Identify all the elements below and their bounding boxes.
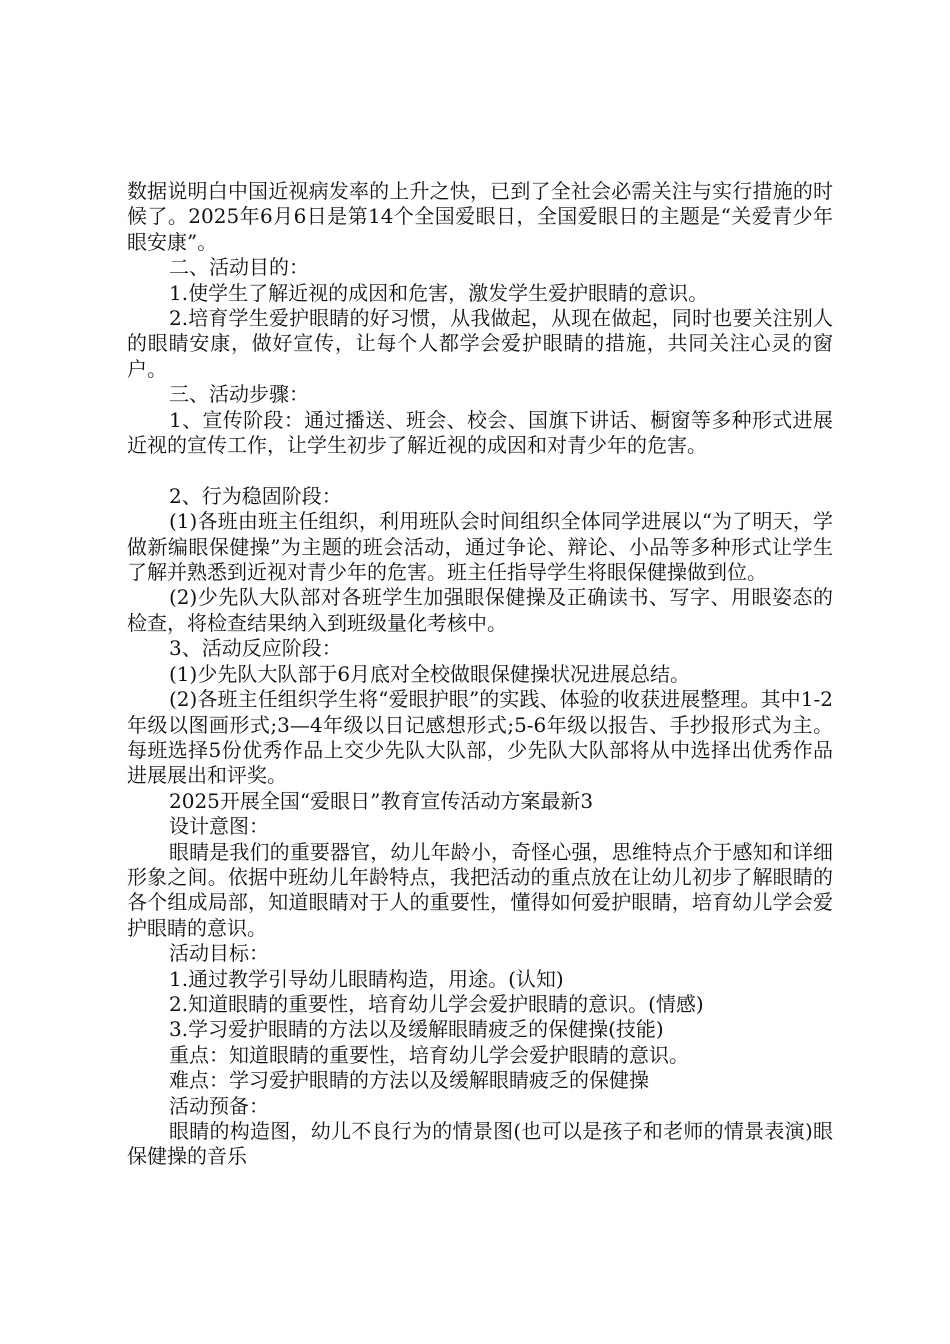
- paragraph-step-1: 1、宣传阶段：通过播送、班会、校会、国旗下讲话、橱窗等多种形式进展近视的宣传工作，让学生初步了解近视的成因和对青少年的危害。: [127, 407, 833, 458]
- paragraph-difficulty: 难点：学习爱护眼睛的方法以及缓解眼睛疲乏的保健操: [169, 1068, 649, 1093]
- paragraph-goal-2: 2.知道眼睛的重要性，培育幼儿学会爱护眼睛的意识。(情感): [169, 991, 704, 1016]
- paragraph-step-3-2: (2)各班主任组织学生将“爱眼护眼”的实践、体验的收获进展整理。其中1-2年级以图画形式;3—4年级以日记感想形式;5-6年级以报告、手抄报形式为主。每班选择5份优秀作品上交少先队大队部，少先队大队部将从中选择出优秀作品进展展出和评奖。: [127, 687, 833, 788]
- paragraph-step-2-2: (2)少先队大队部对各班学生加强眼保健操及正确读书、写字、用眼姿态的检查，将检查结果纳入到班级量化考核中。: [127, 585, 833, 635]
- paragraph-intro: 数据说明白中国近视病发率的上升之快，已到了全社会必需关注与实行措施的时候了。2025年6月6日是第14个全国爱眼日，全国爱眼日的主题是“关爱青少年眼安康”。: [127, 179, 833, 254]
- paragraph-design-intent: 眼睛是我们的重要器官，幼儿年龄小，奇怪心强，思维特点介于感知和详细形象之间。依据中班幼儿年龄特点，我把活动的重点放在让幼儿初步了解眼睛的各个组成局部，知道眼睛对于人的重要性，懂得如何爱护眼睛，培育幼儿学会爱护眼睛的意识。: [127, 839, 833, 940]
- heading-step-3: 3、活动反应阶段：: [169, 636, 342, 661]
- heading-activity-purpose: 二、活动目的：: [169, 255, 309, 280]
- paragraph-goal-1: 1.通过教学引导幼儿眼睛构造，用途。(认知): [169, 966, 564, 991]
- paragraph-purpose-2: 2.培育学生爱护眼睛的好习惯，从我做起，从现在做起，同时也要关注别人的眼睛安康，做好宣传，让每个人都学会爱护眼睛的措施，共同关注心灵的窗户。: [127, 306, 833, 381]
- heading-design-intent: 设计意图：: [169, 814, 269, 839]
- heading-activity-steps: 三、活动步骤：: [169, 382, 309, 407]
- paragraph-purpose-1: 1.使学生了解近视的成因和危害，激发学生爱护眼睛的意识。: [169, 280, 709, 305]
- paragraph-step-2-1: (1)各班由班主任组织，利用班队会时间组织全体同学进展以“为了明天，学做新编眼保健操”为主题的班会活动，通过争论、辩论、小品等多种形式让学生了解并熟悉到近视对青少年的危害。班主任指导学生将眼保健操做到位。: [127, 509, 833, 585]
- paragraph-step-3-1: (1)少先队大队部于6月底对全校做眼保健操状况进展总结。: [169, 661, 691, 686]
- document-body: [127, 179, 833, 1170]
- paragraph-key-point: 重点：知道眼睛的重要性，培育幼儿学会爱护眼睛的意识。: [169, 1042, 689, 1067]
- heading-step-2: 2、行为稳固阶段：: [169, 483, 342, 508]
- blank-line: [127, 458, 833, 483]
- heading-activity-goals: 活动目标：: [169, 941, 269, 966]
- section-title-plan-3: 2025开展全国“爱眼日”教育宣传活动方案最新3: [169, 788, 594, 813]
- paragraph-preparation: 眼睛的构造图，幼儿不良行为的情景图(也可以是孩子和老师的情景表演)眼保健操的音乐: [127, 1119, 833, 1169]
- paragraph-goal-3: 3.学习爱护眼睛的方法以及缓解眼睛疲乏的保健操(技能): [169, 1017, 664, 1042]
- heading-activity-preparation: 活动预备：: [169, 1093, 269, 1118]
